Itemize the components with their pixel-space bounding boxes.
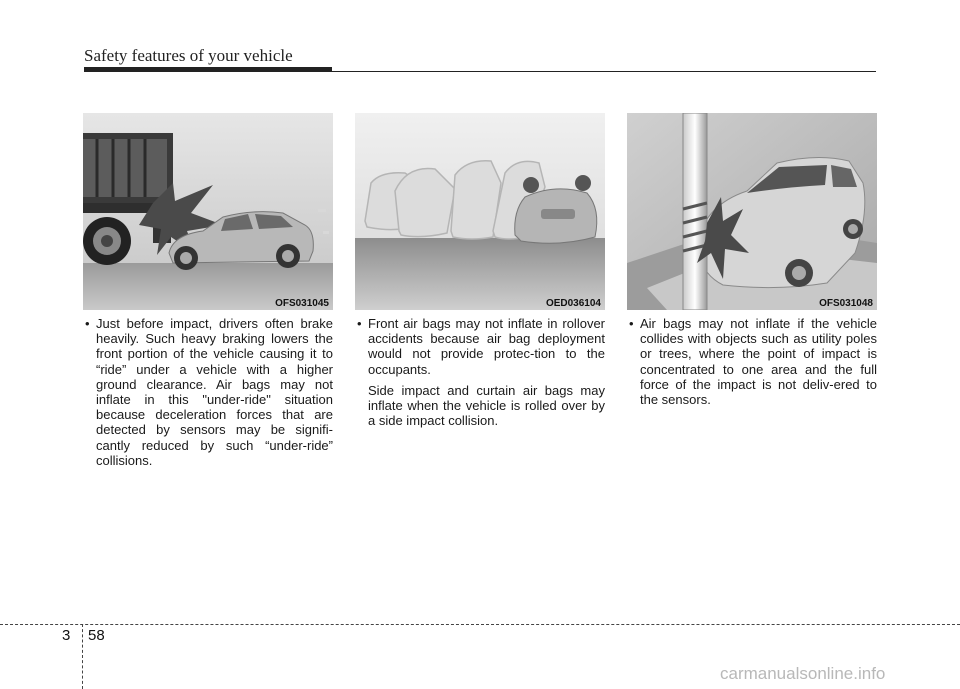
figure-underride (83, 113, 333, 310)
footer-divider (82, 624, 83, 689)
truck-underride-illustration (83, 113, 333, 310)
watermark[interactable]: carmanualsonline.info (720, 664, 886, 683)
bullet-underride: • Just before impact, drivers often brake heavily. Such heavy braking lowers the front portion of the vehicle causing it to “ride” under a vehicle with a higher ground clearance. Air bags may not inflate in this "under-ride" situation because deceleration forces that are detected by sensors may be signifi-cantly reduced by such “under-ride” collisions. (83, 316, 333, 468)
pole-collision-illustration (627, 113, 877, 310)
rollover-illustration (355, 113, 605, 310)
bullet-rollover: • Front air bags may not inflate in rollover accidents because air bag deployment would not provide protec-tion to the occupants. (355, 316, 605, 377)
footer-rule (0, 624, 960, 625)
bullet-pole-collision: • Air bags may not inflate if the vehicle collides with objects such as utility poles or trees, where the point of impact is concentrated to one area and the full force of the impact is not deliv-ered to the sensors. (627, 316, 877, 407)
figure-pole-collision (627, 113, 877, 310)
page-number: 58 (88, 627, 105, 644)
header-rule (84, 71, 876, 72)
figure-code: OFS031045 (275, 298, 329, 309)
column-rollover-text (355, 316, 605, 428)
column-pole-text (627, 316, 877, 407)
figure-code: OFS031048 (819, 298, 873, 309)
figure-rollover (355, 113, 605, 310)
page-title: Safety features of your vehicle (84, 46, 293, 65)
paragraph-side-impact: Side impact and curtain air bags may inflate when the vehicle is rolled over by a side impact collision. (368, 382, 605, 429)
figure-code: OED036104 (545, 298, 601, 309)
column-underride-text (83, 316, 333, 468)
section-number: 3 (62, 627, 71, 644)
